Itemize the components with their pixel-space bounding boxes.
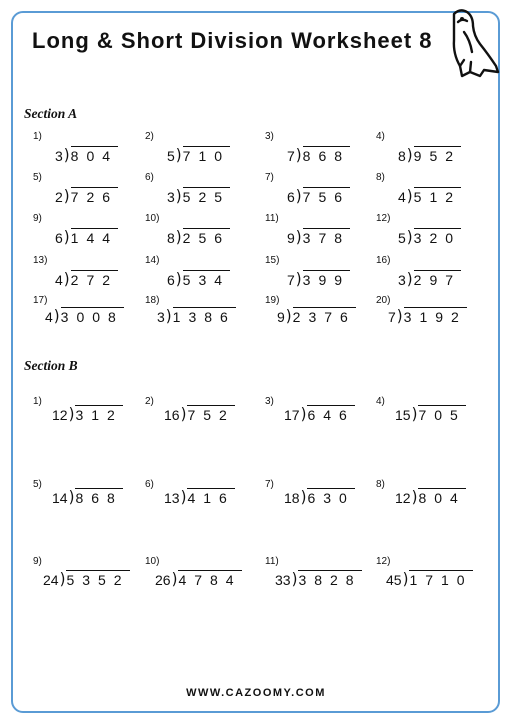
divisor: 18 [284,490,300,506]
divisor: 7 [287,272,295,288]
dividend: 534 [182,272,231,288]
dividend: 3008 [60,309,124,325]
divisor: 33 [275,572,291,588]
dividend: 1386 [172,309,236,325]
division-problem [277,307,356,324]
division-problem [284,488,355,505]
dividend: 1710 [409,572,473,588]
dividend: 756 [302,189,351,205]
problem-number: 12) [376,213,391,224]
division-problem [287,146,350,163]
dividend: 256 [182,230,231,246]
division-problem [287,270,350,287]
division-bracket: ) [180,404,187,424]
problem-number: 14) [145,255,160,266]
problem-number: 1) [33,396,42,407]
division-problem [398,228,461,245]
division-bracket: ) [300,404,307,424]
problem-number: 10) [145,556,160,567]
division-bracket: ) [68,487,75,507]
problem-number: 7) [265,479,274,490]
dividend: 416 [187,490,235,506]
dividend: 646 [307,407,355,423]
division-bracket: ) [402,569,409,589]
divisor: 14 [52,490,68,506]
dividend: 804 [418,490,466,506]
division-problem [43,570,130,587]
problem-number: 16) [376,255,391,266]
problem-number: 12) [376,556,391,567]
divisor: 3 [398,272,406,288]
dividend: 752 [187,407,235,423]
dividend: 4784 [178,572,242,588]
dividend: 312 [75,407,123,423]
division-problem [167,187,230,204]
division-bracket: ) [411,487,418,507]
problem-number: 10) [145,213,160,224]
division-bracket: ) [175,269,182,289]
division-problem [167,228,230,245]
division-problem [395,405,466,422]
divisor: 12 [395,490,411,506]
problem-number: 13) [33,255,48,266]
division-bracket: ) [63,269,70,289]
problem-number: 7) [265,172,274,183]
problem-number: 19) [265,295,280,306]
divisor: 8 [167,230,175,246]
dividend: 726 [70,189,119,205]
divisor: 9 [287,230,295,246]
divisor: 12 [52,407,68,423]
division-problem [167,146,230,163]
dividend: 272 [70,272,119,288]
divisor: 15 [395,407,411,423]
dividend: 2376 [292,309,356,325]
divisor: 6 [287,189,295,205]
division-bracket: ) [53,306,60,326]
divisor: 2 [55,189,63,205]
dividend: 320 [413,230,462,246]
divisor: 4 [398,189,406,205]
division-problem [287,187,350,204]
division-problem [284,405,355,422]
divisor: 4 [45,309,53,325]
problem-number: 5) [33,172,42,183]
division-problem [386,570,473,587]
problem-number: 6) [145,479,154,490]
division-problem [275,570,362,587]
division-bracket: ) [406,186,413,206]
dividend: 868 [302,148,351,164]
divisor: 3 [157,309,165,325]
problem-number: 9) [33,556,42,567]
divisor: 6 [167,272,175,288]
division-bracket: ) [411,404,418,424]
divisor: 9 [277,309,285,325]
division-problem [164,488,235,505]
divisor: 4 [55,272,63,288]
division-bracket: ) [300,487,307,507]
dividend: 710 [182,148,231,164]
division-bracket: ) [406,145,413,165]
division-problem [52,488,123,505]
divisor: 24 [43,572,59,588]
division-bracket: ) [68,404,75,424]
division-problem [157,307,236,324]
division-bracket: ) [63,186,70,206]
dividend: 399 [302,272,351,288]
dividend: 378 [302,230,351,246]
division-bracket: ) [295,186,302,206]
division-problem [155,570,242,587]
division-bracket: ) [175,145,182,165]
division-bracket: ) [165,306,172,326]
division-bracket: ) [59,569,66,589]
division-bracket: ) [63,227,70,247]
division-bracket: ) [295,227,302,247]
division-bracket: ) [175,227,182,247]
divisor: 3 [55,148,63,164]
problem-number: 18) [145,295,160,306]
division-problem [45,307,124,324]
division-bracket: ) [295,269,302,289]
divisor: 5 [167,148,175,164]
division-bracket: ) [63,145,70,165]
division-problem [52,405,123,422]
division-problem [398,270,461,287]
page-border [11,11,500,713]
dividend: 512 [413,189,462,205]
dividend: 952 [413,148,462,164]
website-footer: WWW.CAZOOMY.COM [186,687,326,699]
division-bracket: ) [406,269,413,289]
division-problem [395,488,466,505]
division-problem [55,270,118,287]
dividend: 705 [418,407,466,423]
divisor: 3 [167,189,175,205]
problem-number: 8) [376,479,385,490]
problem-number: 1) [33,131,42,142]
dividend: 804 [70,148,119,164]
dividend: 630 [307,490,355,506]
division-problem [167,270,230,287]
division-bracket: ) [295,145,302,165]
divisor: 6 [55,230,63,246]
problem-number: 11) [265,556,279,567]
divisor: 8 [398,148,406,164]
dividend: 144 [70,230,119,246]
section-a-heading: Section A [24,106,78,121]
division-problem [55,146,118,163]
division-problem [164,405,235,422]
problem-number: 9) [33,213,42,224]
problem-number: 2) [145,396,154,407]
division-bracket: ) [180,487,187,507]
problem-number: 11) [265,213,279,224]
division-bracket: ) [171,569,178,589]
dividend: 297 [413,272,462,288]
problem-number: 20) [376,295,391,306]
problem-number: 3) [265,396,274,407]
divisor: 26 [155,572,171,588]
dividend: 5352 [66,572,130,588]
divisor: 17 [284,407,300,423]
problem-number: 4) [376,396,385,407]
division-bracket: ) [285,306,292,326]
problem-number: 15) [265,255,280,266]
division-bracket: ) [396,306,403,326]
divisor: 16 [164,407,180,423]
divisor: 45 [386,572,402,588]
dividend: 868 [75,490,123,506]
section-b-heading: Section B [24,358,78,373]
division-problem [388,307,467,324]
divisor: 13 [164,490,180,506]
dividend: 3192 [403,309,467,325]
worksheet-title: Long & Short Division Worksheet 8 [32,28,433,53]
division-problem [398,187,461,204]
dividend: 525 [182,189,231,205]
division-problem [287,228,350,245]
problem-number: 2) [145,131,154,142]
division-problem [398,146,461,163]
problem-number: 17) [33,295,48,306]
problem-number: 6) [145,172,154,183]
problem-number: 5) [33,479,42,490]
divisor: 5 [398,230,406,246]
problem-number: 4) [376,131,385,142]
problem-number: 8) [376,172,385,183]
division-problem [55,228,118,245]
division-bracket: ) [406,227,413,247]
problem-number: 3) [265,131,274,142]
division-bracket: ) [291,569,298,589]
division-problem [55,187,118,204]
divisor: 7 [388,309,396,325]
divisor: 7 [287,148,295,164]
owl-logo-icon [440,6,502,78]
division-bracket: ) [175,186,182,206]
dividend: 3828 [298,572,362,588]
